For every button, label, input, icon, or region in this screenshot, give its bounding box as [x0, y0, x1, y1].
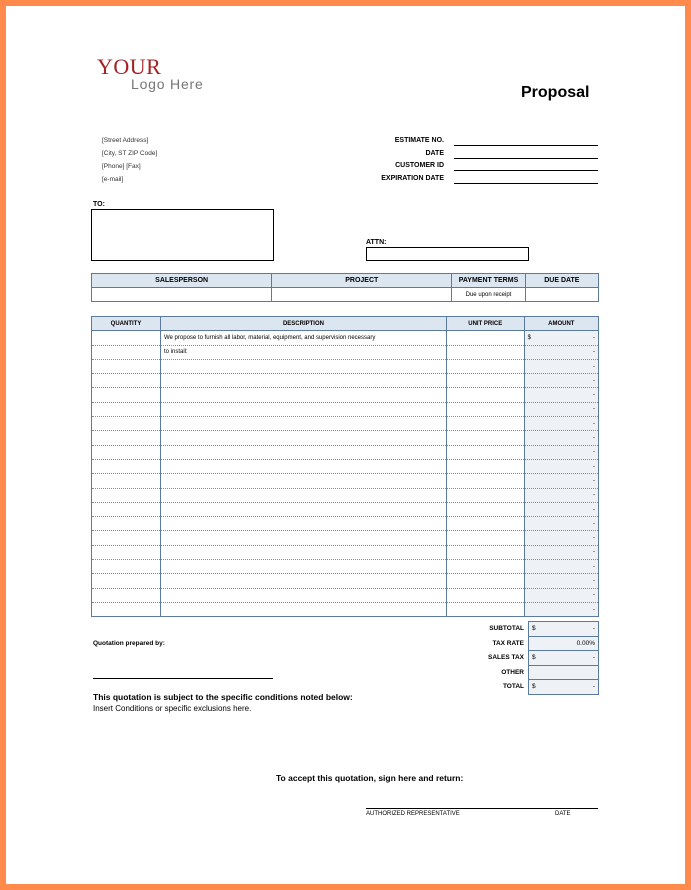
amount-value: - [593, 520, 595, 527]
total-currency: $ [532, 683, 536, 691]
subtotal-currency: $ [532, 625, 536, 633]
unit-price-cell[interactable] [446, 331, 524, 345]
description-cell[interactable]: to install: [161, 345, 447, 359]
amount-value: - [593, 392, 595, 399]
table-row [92, 445, 599, 459]
customer-id-label: CUSTOMER ID [395, 162, 444, 169]
table-row [92, 545, 599, 559]
unit-price-cell[interactable] [446, 474, 524, 488]
logo-text-here: Logo Here [131, 76, 204, 92]
tax-rate-label: TAX RATE [492, 639, 524, 647]
description-cell[interactable] [161, 374, 447, 388]
description-cell[interactable] [161, 502, 447, 516]
amount-cell[interactable] [524, 459, 598, 473]
prepared-by-signature-line[interactable] [93, 678, 273, 679]
quantity-header: QUANTITY [92, 317, 161, 331]
table-row [92, 331, 599, 345]
table-row [92, 488, 599, 502]
description-cell[interactable] [161, 488, 447, 502]
description-cell[interactable] [161, 574, 447, 588]
table-row [92, 402, 599, 416]
proposal-page [6, 6, 685, 884]
quantity-cell[interactable] [92, 459, 161, 473]
unit-price-cell[interactable] [446, 574, 524, 588]
table-row [92, 345, 599, 359]
description-cell[interactable] [161, 531, 447, 545]
quantity-cell[interactable] [92, 588, 161, 602]
attn-field[interactable] [366, 247, 529, 261]
quantity-cell[interactable] [92, 560, 161, 574]
table-row [92, 459, 599, 473]
totals-table [454, 621, 599, 695]
unit-price-cell[interactable] [446, 517, 524, 531]
project-value[interactable] [272, 288, 452, 302]
authorized-rep-label: AUTHORIZED REPRESENTATIVE [366, 811, 460, 817]
amount-value: - [593, 435, 595, 442]
amount-cell[interactable] [524, 574, 598, 588]
unit-price-header: UNIT PRICE [446, 317, 524, 331]
amount-cell[interactable] [524, 502, 598, 516]
amount-cell[interactable] [524, 560, 598, 574]
description-cell[interactable] [161, 417, 447, 431]
other-label: OTHER [501, 668, 524, 676]
amount-value: - [593, 349, 595, 356]
amount-cell[interactable] [524, 417, 598, 431]
quantity-cell[interactable] [92, 502, 161, 516]
unit-price-cell[interactable] [446, 345, 524, 359]
description-cell[interactable] [161, 388, 447, 402]
amount-value: - [593, 563, 595, 570]
unit-price-cell[interactable] [446, 502, 524, 516]
amount-value: - [593, 506, 595, 513]
quantity-cell[interactable] [92, 574, 161, 588]
unit-price-cell[interactable] [446, 459, 524, 473]
table-row [92, 502, 599, 516]
unit-price-cell[interactable] [446, 374, 524, 388]
due-date-value[interactable] [525, 288, 598, 302]
quantity-cell[interactable] [92, 331, 161, 345]
phone-fax: [Phone] [Fax] [102, 163, 141, 170]
unit-price-cell[interactable] [446, 417, 524, 431]
amount-header: AMOUNT [524, 317, 598, 331]
expiration-date-field[interactable] [454, 183, 598, 184]
unit-price-cell[interactable] [446, 445, 524, 459]
amount-value: - [593, 477, 595, 484]
amount-cell[interactable] [524, 331, 598, 345]
document-title: Proposal [521, 84, 590, 101]
description-cell[interactable] [161, 545, 447, 559]
amount-cell[interactable] [524, 431, 598, 445]
description-cell[interactable] [161, 431, 447, 445]
quantity-cell[interactable] [92, 474, 161, 488]
estimate-no-label: ESTIMATE NO. [394, 137, 444, 144]
subtotal-value [529, 622, 599, 637]
description-header: DESCRIPTION [161, 317, 447, 331]
amount-cell[interactable] [524, 345, 598, 359]
due-date-header: DUE DATE [525, 274, 598, 288]
conditions-title: This quotation is subject to the specific conditions noted below: [93, 692, 353, 702]
conditions-text[interactable]: Insert Conditions or specific exclusions here. [93, 704, 252, 713]
customer-id-field[interactable] [454, 170, 598, 171]
amount-value: - [593, 449, 595, 456]
quantity-cell[interactable] [92, 488, 161, 502]
date-label: DATE [425, 150, 444, 157]
payment-terms-value[interactable]: Due upon receipt [452, 288, 525, 302]
unit-price-cell[interactable] [446, 588, 524, 602]
sales-tax-amount: - [592, 654, 595, 662]
table-row [92, 531, 599, 545]
amount-value: - [593, 592, 595, 599]
table-row [92, 417, 599, 431]
quantity-cell[interactable] [92, 388, 161, 402]
salesperson-header: SALESPERSON [92, 274, 272, 288]
amount-value: - [593, 377, 595, 384]
description-cell[interactable] [161, 517, 447, 531]
amount-cell[interactable] [524, 388, 598, 402]
info-table [91, 273, 599, 302]
description-cell[interactable] [161, 402, 447, 416]
to-address-box[interactable] [91, 209, 274, 261]
table-row [92, 374, 599, 388]
amount-value: - [593, 334, 595, 341]
unit-price-cell[interactable] [446, 560, 524, 574]
table-row [92, 388, 599, 402]
sales-tax-currency: $ [532, 654, 536, 662]
sales-tax-value [529, 651, 599, 666]
unit-price-cell[interactable] [446, 545, 524, 559]
table-row [92, 359, 599, 373]
amount-cell[interactable] [524, 517, 598, 531]
unit-price-cell[interactable] [446, 402, 524, 416]
sales-tax-label: SALES TAX [488, 654, 524, 662]
email: [e-mail] [102, 176, 124, 183]
quantity-cell[interactable] [92, 359, 161, 373]
quantity-cell[interactable] [92, 345, 161, 359]
unit-price-cell[interactable] [446, 359, 524, 373]
estimate-no-field[interactable] [454, 145, 598, 146]
amount-cell[interactable] [524, 602, 598, 616]
description-cell[interactable] [161, 459, 447, 473]
project-header: PROJECT [272, 274, 452, 288]
unit-price-cell[interactable] [446, 531, 524, 545]
description-cell[interactable] [161, 602, 447, 616]
salesperson-value[interactable] [92, 288, 272, 302]
description-cell[interactable] [161, 359, 447, 373]
amount-value: - [593, 535, 595, 542]
table-row [92, 602, 599, 616]
description-cell[interactable] [161, 445, 447, 459]
unit-price-cell[interactable] [446, 602, 524, 616]
table-row [92, 431, 599, 445]
to-label: TO: [93, 201, 105, 208]
amount-value: - [593, 420, 595, 427]
quantity-cell[interactable] [92, 374, 161, 388]
total-amount: - [592, 683, 595, 691]
amount-value: - [593, 406, 595, 413]
tax-rate-value[interactable] [529, 636, 599, 651]
unit-price-cell[interactable] [446, 431, 524, 445]
expiration-date-label: EXPIRATION DATE [381, 175, 444, 182]
amount-value: - [593, 577, 595, 584]
subtotal-label: SUBTOTAL [489, 625, 524, 633]
amount-cell[interactable] [524, 545, 598, 559]
description-cell[interactable] [161, 560, 447, 574]
description-cell[interactable] [161, 588, 447, 602]
amount-currency: $ [527, 334, 531, 341]
signature-line[interactable] [366, 808, 598, 809]
amount-value: - [593, 492, 595, 499]
unit-price-cell[interactable] [446, 488, 524, 502]
amount-cell[interactable] [524, 588, 598, 602]
description-cell[interactable] [161, 474, 447, 488]
prepared-by-label: Quotation prepared by: [93, 640, 165, 647]
amount-value: - [593, 363, 595, 370]
amount-cell[interactable] [524, 374, 598, 388]
payment-terms-header: PAYMENT TERMS [452, 274, 525, 288]
quantity-cell[interactable] [92, 545, 161, 559]
signature-date-label: DATE [555, 811, 571, 817]
quantity-cell[interactable] [92, 431, 161, 445]
amount-cell[interactable] [524, 359, 598, 373]
amount-value: - [593, 549, 595, 556]
quantity-cell[interactable] [92, 531, 161, 545]
quantity-cell[interactable] [92, 445, 161, 459]
table-row [92, 588, 599, 602]
accept-instruction: To accept this quotation, sign here and return: [276, 773, 464, 783]
table-row [92, 517, 599, 531]
quantity-cell[interactable] [92, 517, 161, 531]
unit-price-cell[interactable] [446, 388, 524, 402]
quantity-cell[interactable] [92, 402, 161, 416]
amount-cell[interactable] [524, 488, 598, 502]
amount-value: - [593, 463, 595, 470]
amount-cell[interactable] [524, 474, 598, 488]
description-cell[interactable]: We propose to furnish all labor, material, equipment, and supervision necessary [161, 331, 447, 345]
table-row [92, 560, 599, 574]
amount-value: - [593, 606, 595, 613]
table-row [92, 574, 599, 588]
date-field[interactable] [454, 158, 598, 159]
table-row [92, 474, 599, 488]
total-value [529, 680, 599, 695]
other-value[interactable] [529, 665, 599, 680]
amount-cell[interactable] [524, 531, 598, 545]
attn-label: ATTN: [366, 239, 387, 246]
items-table [91, 316, 599, 617]
quantity-cell[interactable] [92, 417, 161, 431]
logo-text-your: YOUR [97, 54, 162, 79]
amount-cell[interactable] [524, 402, 598, 416]
subtotal-amount: - [592, 625, 595, 633]
street-address: [Street Address] [102, 137, 149, 144]
city-state-zip: [City, ST ZIP Code] [102, 150, 158, 157]
amount-cell[interactable] [524, 445, 598, 459]
tax-rate-amount: 0.00% [576, 639, 595, 647]
quantity-cell[interactable] [92, 602, 161, 616]
total-label: TOTAL [502, 683, 524, 691]
